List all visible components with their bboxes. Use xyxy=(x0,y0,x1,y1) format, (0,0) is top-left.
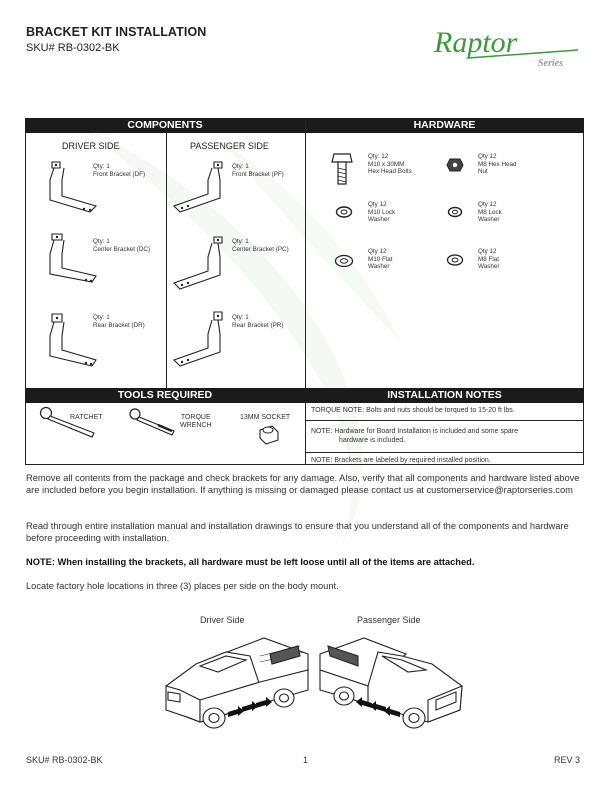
hardware-item-5: Qty 12 M10 Flat Washer xyxy=(368,248,393,271)
hardware-item-6: Qty 12 M8 Flat Washer xyxy=(478,248,500,271)
driver-side-label: DRIVER SIDE xyxy=(62,141,120,151)
passenger-side-truck-drawing xyxy=(318,630,468,742)
bracket-dr-drawing xyxy=(40,310,100,375)
sku-header: SKU# RB-0302-BK xyxy=(26,42,120,54)
hardware-header: HARDWARE xyxy=(305,118,584,133)
revision: REV 3 xyxy=(554,755,581,765)
tools-header: TOOLS REQUIRED xyxy=(25,388,305,403)
logo-sub: Series xyxy=(538,58,563,69)
hardware-item-1: Qty: 12 M10 x 30MM Hex Head Bolts xyxy=(368,153,412,176)
hardware-note: NOTE: Hardware for Board Installation is included and some spare hardware is included. xyxy=(311,428,518,444)
hardware-item-4: Qty 12 M8 Lock Washer xyxy=(478,201,502,224)
ratchet-icon xyxy=(38,407,98,437)
m10-lock-washer-icon xyxy=(335,206,353,218)
note-divider-2 xyxy=(305,452,584,453)
hardware-item-3: Qty 12 M10 Lock Washer xyxy=(368,201,396,224)
driver-item-3: Qty: 1 Rear Bracket (DR) xyxy=(93,314,145,329)
driver-side-caption: Driver Side xyxy=(200,615,245,625)
label-note: NOTE: Brackets are labeled by required installed position. xyxy=(311,457,491,464)
m8-lock-washer-icon xyxy=(447,206,463,218)
passenger-item-2: Qty: 1 Center Bracket (PC) xyxy=(232,238,289,253)
instruction-paragraph-1: Remove all contents from the package and check brackets for any damage. Also, verify that all components and hardware listed above are included before you begin installation. If anything is missing or damaged please contact us at customerservice@raptorseries.com xyxy=(26,473,580,495)
passenger-side-label: PASSENGER SIDE xyxy=(190,141,269,151)
column-divider xyxy=(305,118,306,465)
tool-torque-label: TORQUE WRENCH xyxy=(180,414,212,429)
bracket-dc-drawing xyxy=(40,230,100,290)
torque-note: TORQUE NOTE: Bolts and nuts should be torqued to 15-20 ft lbs. xyxy=(311,407,515,414)
instruction-paragraph-4: Locate factory hole locations in three (3) places per side on the body mount. xyxy=(26,581,339,591)
logo-brand: Raptor xyxy=(434,26,518,59)
tool-socket-label: 13MM SOCKET xyxy=(240,414,291,421)
raptor-logo xyxy=(428,22,588,70)
passenger-item-3: Qty: 1 Rear Bracket (PR) xyxy=(232,314,284,329)
page-number: 1 xyxy=(303,755,309,765)
notes-header: INSTALLATION NOTES xyxy=(305,388,584,403)
side-divider xyxy=(166,133,167,388)
socket-icon xyxy=(256,424,282,446)
footer-sku: SKU# RB-0302-BK xyxy=(26,755,103,765)
instruction-note-bold: NOTE: When installing the brackets, all hardware must be left loose until all of the items are attached. xyxy=(26,557,475,567)
driver-item-2: Qty: 1 Center Bracket (DC) xyxy=(93,238,151,253)
components-header: COMPONENTS xyxy=(25,118,305,133)
passenger-item-1: Qty: 1 Front Bracket (PF) xyxy=(232,163,284,178)
bracket-pf-drawing xyxy=(170,160,230,220)
hardware-item-2: Qty 12 M8 Hex Head Nut xyxy=(478,153,517,176)
instruction-paragraph-2: Read through entire installation manual and installation drawings to ensure that you understand all of the components and hardware before proceeding with installation. xyxy=(26,521,569,543)
hex-bolt-icon xyxy=(330,152,354,186)
driver-side-truck-drawing xyxy=(160,630,310,742)
bracket-pr-drawing xyxy=(170,310,230,375)
note-divider-1 xyxy=(305,420,584,421)
m10-flat-washer-icon xyxy=(334,254,354,268)
torque-wrench-icon xyxy=(128,407,178,437)
bracket-df-drawing xyxy=(40,160,100,220)
hex-nut-icon xyxy=(446,157,464,173)
passenger-side-caption: Passenger Side xyxy=(357,615,421,625)
driver-item-1: Qty: 1 Front Bracket (DF) xyxy=(93,163,146,178)
m8-flat-washer-icon xyxy=(446,253,464,267)
bracket-pc-drawing xyxy=(170,235,230,295)
page-title: BRACKET KIT INSTALLATION xyxy=(26,25,207,39)
tool-ratchet-label: RATCHET xyxy=(70,414,103,421)
